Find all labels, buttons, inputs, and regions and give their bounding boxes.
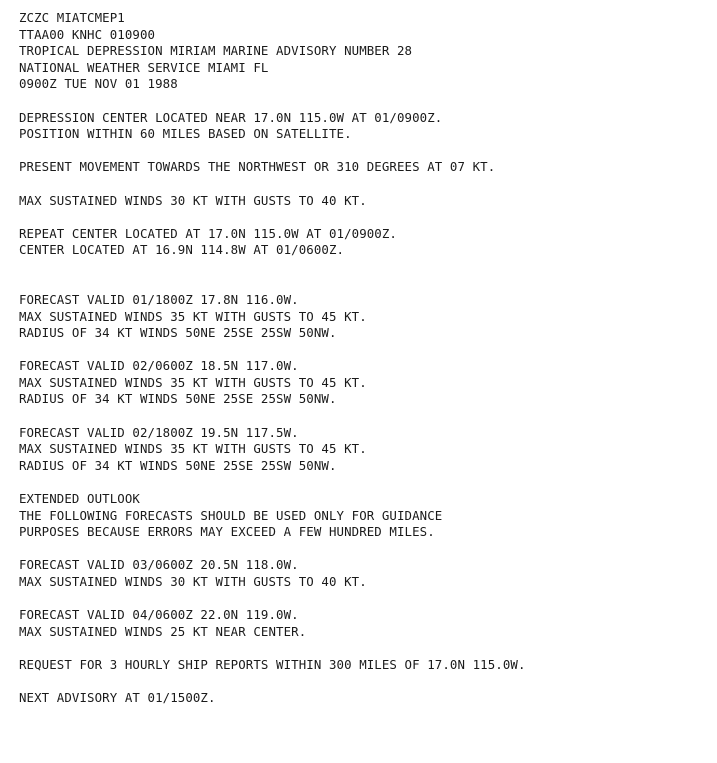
extended-note-2: PURPOSES BECAUSE ERRORS MAY EXCEED A FEW HUNDRED MILES. bbox=[19, 524, 435, 540]
forecast-1-radius: RADIUS OF 34 KT WINDS 50NE 25SE 25SW 50NW. bbox=[19, 325, 337, 341]
ship-report-request: REQUEST FOR 3 HOURLY SHIP REPORTS WITHIN 300 MILES OF 17.0N 115.0W. bbox=[19, 656, 526, 672]
forecast-3-radius: RADIUS OF 34 KT WINDS 50NE 25SE 25SW 50NW. bbox=[19, 457, 337, 473]
extended-forecast-2-winds: MAX SUSTAINED WINDS 25 KT NEAR CENTER. bbox=[19, 623, 307, 639]
forecast-3-winds: MAX SUSTAINED WINDS 35 KT WITH GUSTS TO 45 KT. bbox=[19, 441, 367, 457]
spacer bbox=[19, 541, 709, 558]
center-location: DEPRESSION CENTER LOCATED NEAR 17.0N 115.0W AT 01/0900Z. bbox=[19, 109, 443, 125]
forecast-2-winds: MAX SUSTAINED WINDS 35 KT WITH GUSTS TO 45 KT. bbox=[19, 374, 367, 390]
spacer bbox=[19, 342, 709, 359]
spacer bbox=[19, 209, 709, 226]
next-advisory: NEXT ADVISORY AT 01/1500Z. bbox=[19, 690, 216, 706]
forecast-3-valid: FORECAST VALID 02/1800Z 19.5N 117.5W. bbox=[19, 424, 299, 440]
forecast-2-valid: FORECAST VALID 02/0600Z 18.5N 117.0W. bbox=[19, 358, 299, 374]
issuing-office: NATIONAL WEATHER SERVICE MIAMI FL bbox=[19, 59, 269, 75]
header-line-2: TTAA00 KNHC 010900 bbox=[19, 26, 156, 42]
spacer bbox=[19, 143, 709, 160]
spacer bbox=[19, 259, 709, 292]
previous-center: CENTER LOCATED AT 16.9N 114.8W AT 01/0600Z. bbox=[19, 242, 345, 258]
current-max-winds: MAX SUSTAINED WINDS 30 KT WITH GUSTS TO 40 KT. bbox=[19, 192, 367, 208]
forecast-1-winds: MAX SUSTAINED WINDS 35 KT WITH GUSTS TO 45 KT. bbox=[19, 308, 367, 324]
extended-note-1: THE FOLLOWING FORECASTS SHOULD BE USED ONLY FOR GUIDANCE bbox=[19, 507, 443, 523]
repeat-center: REPEAT CENTER LOCATED AT 17.0N 115.0W AT 01/0900Z. bbox=[19, 225, 397, 241]
marine-advisory-document bbox=[19, 10, 709, 707]
extended-forecast-1-valid: FORECAST VALID 03/0600Z 20.5N 118.0W. bbox=[19, 557, 299, 573]
forecast-1-valid: FORECAST VALID 01/1800Z 17.8N 116.0W. bbox=[19, 291, 299, 307]
position-accuracy: POSITION WITHIN 60 MILES BASED ON SATELLITE. bbox=[19, 126, 352, 142]
spacer bbox=[19, 674, 709, 691]
present-movement: PRESENT MOVEMENT TOWARDS THE NORTHWEST OR 310 DEGREES AT 07 KT. bbox=[19, 159, 496, 175]
spacer bbox=[19, 408, 709, 425]
spacer bbox=[19, 591, 709, 608]
extended-outlook-heading: EXTENDED OUTLOOK bbox=[19, 491, 140, 507]
spacer bbox=[19, 176, 709, 193]
extended-forecast-2-valid: FORECAST VALID 04/0600Z 22.0N 119.0W. bbox=[19, 607, 299, 623]
issue-time: 0900Z TUE NOV 01 1988 bbox=[19, 76, 178, 92]
advisory-title: TROPICAL DEPRESSION MIRIAM MARINE ADVISORY NUMBER 28 bbox=[19, 43, 413, 59]
spacer bbox=[19, 93, 709, 110]
spacer bbox=[19, 474, 709, 491]
forecast-2-radius: RADIUS OF 34 KT WINDS 50NE 25SE 25SW 50NW. bbox=[19, 391, 337, 407]
spacer bbox=[19, 640, 709, 657]
header-line-1: ZCZC MIATCMEP1 bbox=[19, 10, 125, 25]
extended-forecast-1-winds: MAX SUSTAINED WINDS 30 KT WITH GUSTS TO 40 KT. bbox=[19, 574, 367, 589]
